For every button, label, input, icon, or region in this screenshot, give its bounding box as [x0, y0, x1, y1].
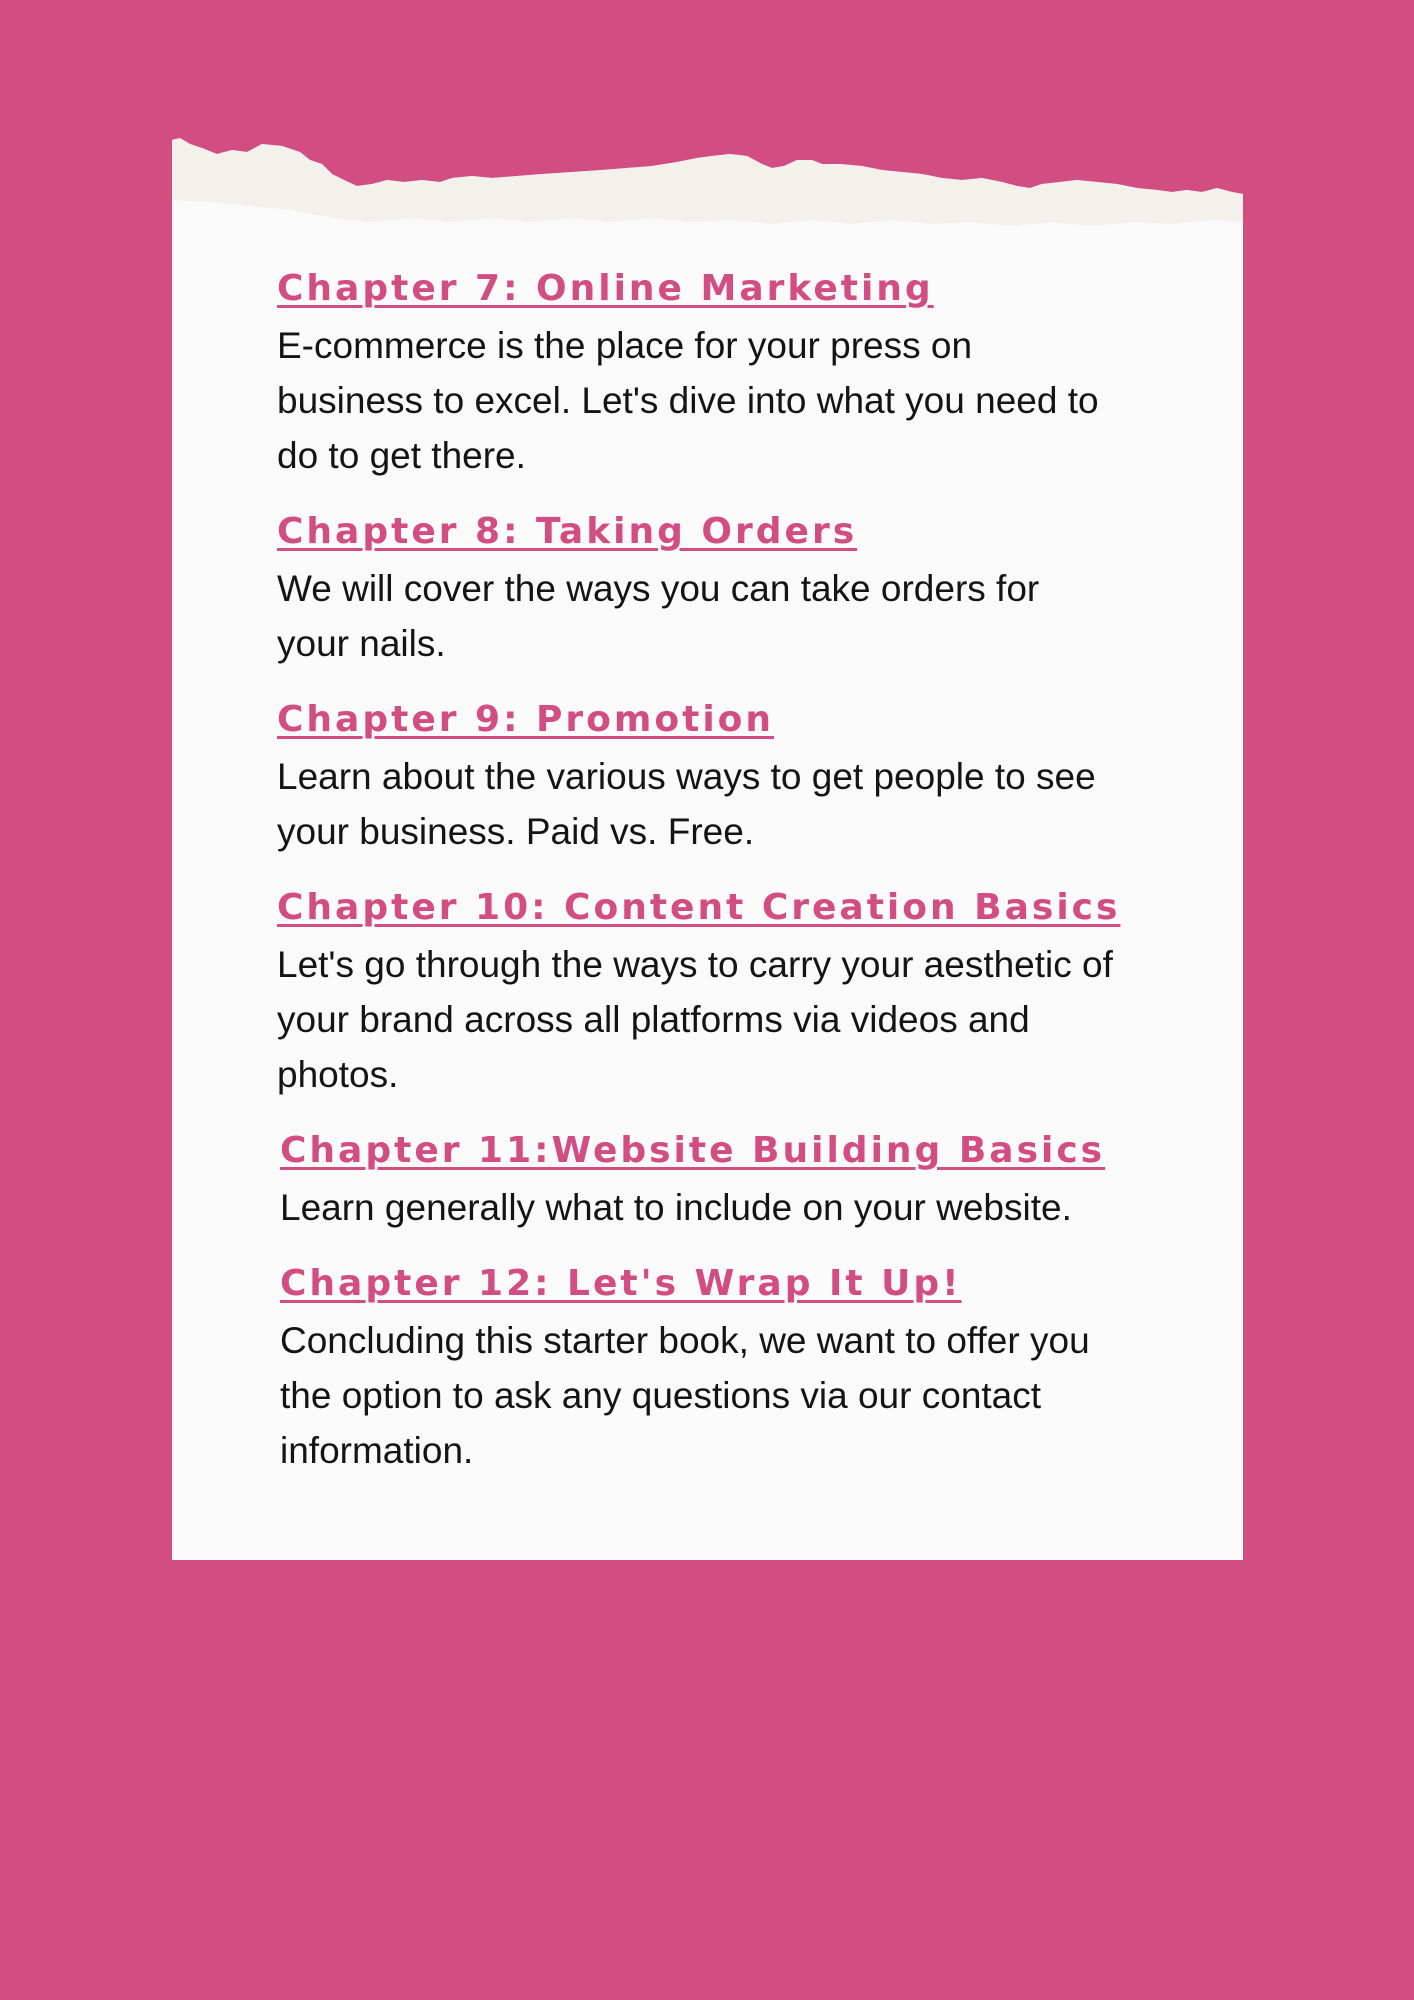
paper-torn-edge-texture [172, 138, 1243, 226]
chapter-9-link[interactable]: Chapter 9: Promotion [277, 699, 775, 740]
toc-entry-chapter-7 [277, 262, 1117, 483]
chapter-10-description: Let's go through the ways to carry your aesthetic of your brand across all platforms via videos and photos. [277, 944, 1113, 1095]
chapter-8-link[interactable]: Chapter 8: Taking Orders [277, 511, 858, 552]
toc-entry-chapter-12 [277, 1257, 1117, 1478]
chapter-10-link[interactable]: Chapter 10: Content Creation Basics [277, 887, 1121, 928]
chapter-8-description: We will cover the ways you can take orders for your nails. [277, 568, 1040, 664]
chapter-12-description: Concluding this starter book, we want to offer you the option to ask any questions via our contact information. [280, 1320, 1090, 1471]
chapter-11-link[interactable]: Chapter 11:Website Building Basics [280, 1130, 1106, 1171]
toc-entry-chapter-10 [277, 881, 1121, 1102]
chapter-12-link[interactable]: Chapter 12: Let's Wrap It Up! [280, 1263, 962, 1304]
chapter-7-link[interactable]: Chapter 7: Online Marketing [277, 268, 934, 309]
chapter-7-description: E-commerce is the place for your press on business to excel. Let's dive into what you need to do to get there. [277, 325, 1099, 476]
toc-entry-chapter-9 [277, 693, 1117, 859]
chapter-11-description: Learn generally what to include on your website. [280, 1187, 1072, 1228]
table-of-contents [277, 262, 1121, 1478]
chapter-9-description: Learn about the various ways to get people to see your business. Paid vs. Free. [277, 756, 1096, 852]
toc-entry-chapter-8 [277, 505, 1117, 671]
toc-entry-chapter-11 [277, 1124, 1117, 1235]
